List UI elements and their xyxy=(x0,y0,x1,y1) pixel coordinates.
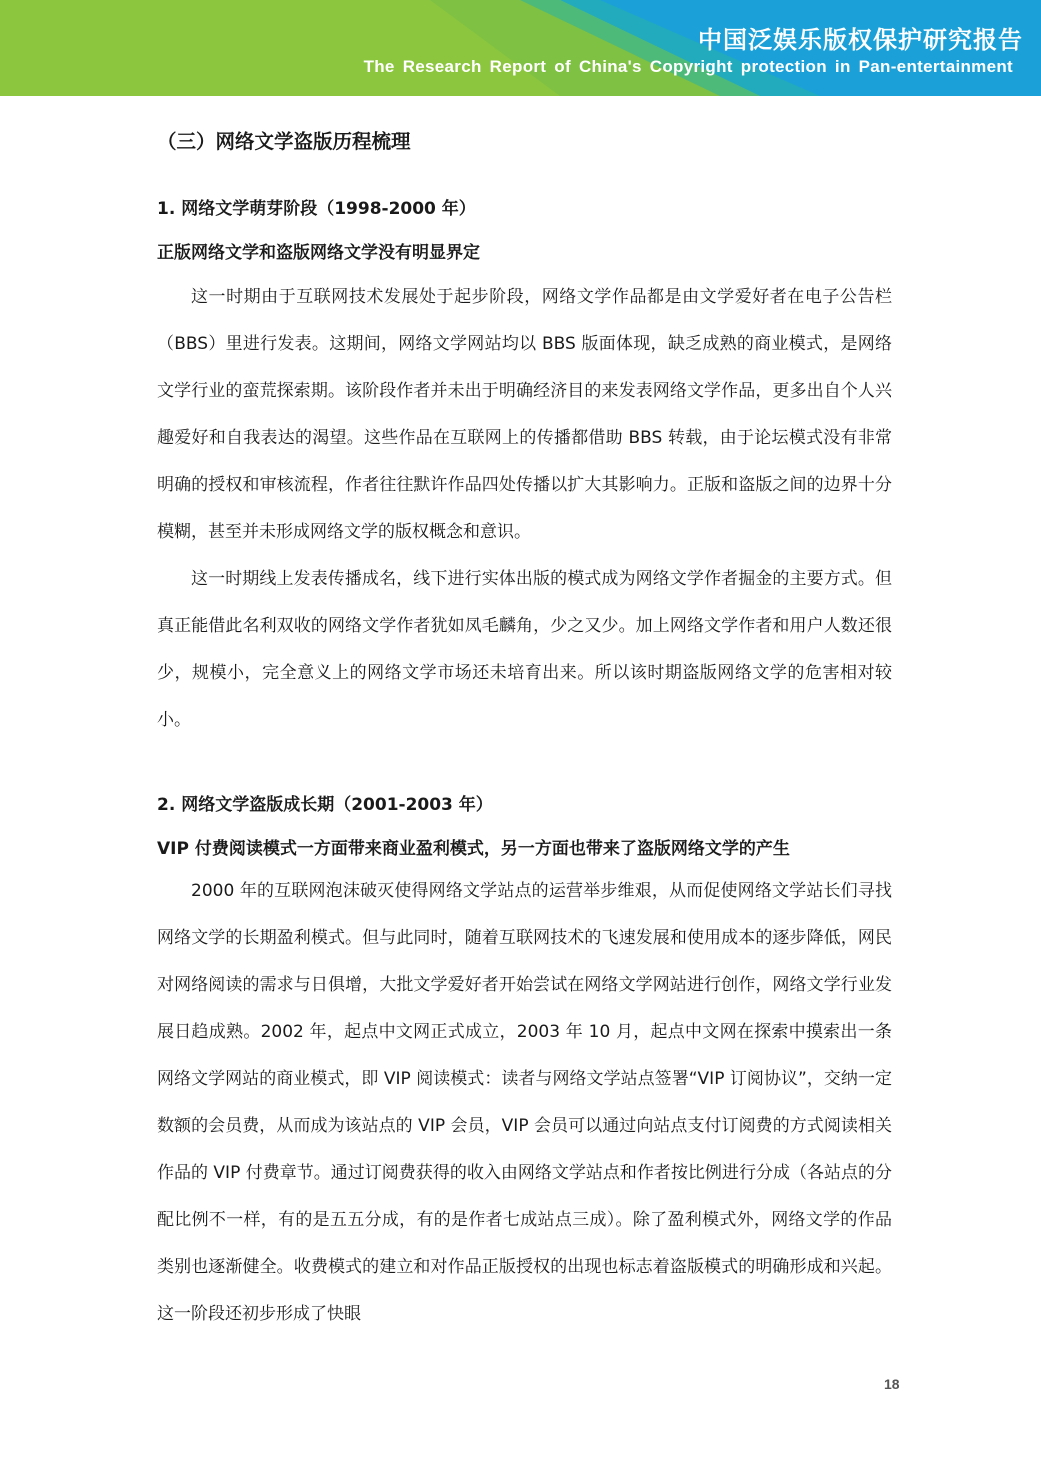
stage-1-title: 1. 网络文学萌芽阶段（1998-2000 年） xyxy=(157,199,476,219)
report-title-cn: 中国泛娱乐版权保护研究报告 xyxy=(698,26,1023,54)
stage-1-paragraph-2: 这一时期线上发表传播成名，线下进行实体出版的模式成为网络文学作者掘金的主要方式。但真正能借此名利双收的网络文学作者犹如凤毛麟角，少之又少。加上网络文学作者和用户人数还很少，规模小，完全意义上的网络文学市场还未培育出来。所以该时期盗版网络文学的危害相对较小。 xyxy=(157,569,892,730)
stage-2-subtitle: VIP 付费阅读模式一方面带来商业盈利模式，另一方面也带来了盗版网络文学的产生 xyxy=(157,839,790,859)
stage-2-paragraph-1: 2000 年的互联网泡沫破灭使得网络文学站点的运营举步维艰，从而促使网络文学站长们寻找网络文学的长期盈利模式。但与此同时，随着互联网技术的飞速发展和使用成本的逐步降低，网民对网络阅读的需求与日俱增，大批文学爱好者开始尝试在网络文学网站进行创作，网络文学行业发展日趋成熟。2002 年，起点中文网正式成立，2003 年 10 月，起点中文网在探索中摸索出一条网络文学网站的商业模式，即 VIP 阅读模式：读者与网络文学站点签署“VIP 订阅协议”，交纳一定数额的会员费，从而成为该站点的 VIP 会员，VIP 会员可以通过向站点支付订阅费的方式阅读相关作品的 VIP 付费章节。通过订阅费获得的收入由网络文学站点和作者按比例进行分成（各站点的分配比例不一样，有的是五五分成，有的是作者七成站点三成）。除了盈利模式外，网络文学的作品类别也逐渐健全。收费模式的建立和对作品正版授权的出现也标志着盗版模式的明确形成和兴起。这一阶段还初步形成了快眼 xyxy=(157,881,892,1324)
stage-1-subtitle: 正版网络文学和盗版网络文学没有明显界定 xyxy=(157,243,480,263)
report-title-en: The Research Report of China's Copyright protection in Pan-entertainment xyxy=(363,57,1013,76)
stage-2-title: 2. 网络文学盗版成长期（2001-2003 年） xyxy=(157,795,493,815)
header-banner xyxy=(0,0,1041,96)
page-number: 18 xyxy=(884,1376,900,1392)
stage-1-paragraph-1: 这一时期由于互联网技术发展处于起步阶段，网络文学作品都是由文学爱好者在电子公告栏（BBS）里进行发表。这期间，网络文学网站均以 BBS 版面体现，缺乏成熟的商业模式，是网络文学行业的蛮荒探索期。该阶段作者并未出于明确经济目的来发表网络文学作品，更多出自个人兴趣爱好和自我表达的渴望。这些作品在互联网上的传播都借助 BBS 转载，由于论坛模式没有非常明确的授权和审核流程，作者往往默许作品四处传播以扩大其影响力。正版和盗版之间的边界十分模糊，甚至并未形成网络文学的版权概念和意识。 xyxy=(157,287,892,542)
section-heading: （三）网络文学盗版历程梳理 xyxy=(157,130,411,153)
